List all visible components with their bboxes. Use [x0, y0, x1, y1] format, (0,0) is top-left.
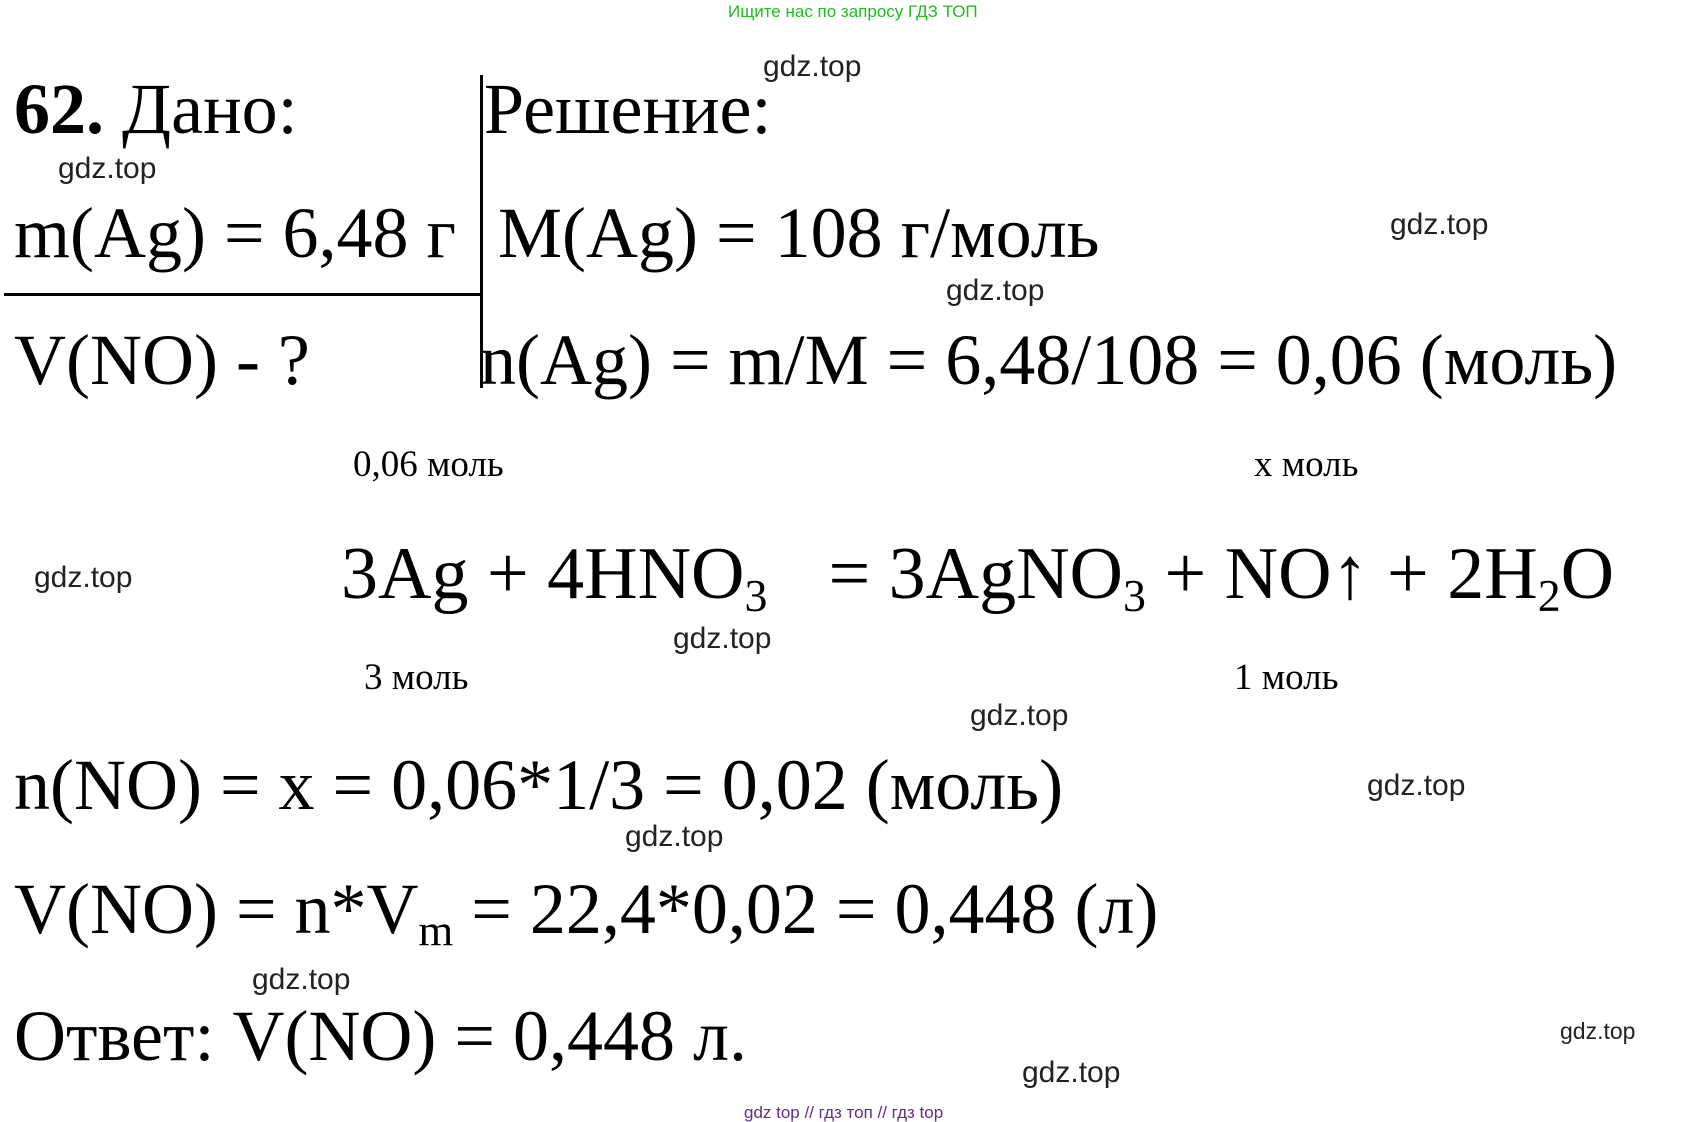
- watermark: gdz.top: [673, 622, 772, 655]
- given-divider: [4, 293, 482, 296]
- find-quantity: V(NO) - ?: [14, 320, 310, 400]
- reaction-equation: [341, 533, 1615, 621]
- watermark: gdz.top: [34, 561, 133, 594]
- volume-sub: m: [418, 905, 454, 956]
- watermark: gdz.top: [1390, 208, 1489, 241]
- watermark: gdz.top: [1560, 1018, 1636, 1044]
- footer-note: gdz top // гдз топ // гдз top: [744, 1103, 944, 1122]
- volume-pre: V(NO) = n*V: [14, 869, 419, 949]
- given-mass: m(Ag) = 6,48 г: [14, 193, 457, 273]
- eq-below-ag: 3 моль: [364, 657, 469, 698]
- watermark: gdz.top: [252, 963, 351, 996]
- moles-ag: n(Ag) = m/M = 6,48/108 = 0,06 (моль): [480, 320, 1618, 400]
- watermark: gdz.top: [625, 820, 724, 853]
- watermark: gdz.top: [946, 274, 1045, 307]
- given-label: Дано:: [122, 69, 298, 149]
- eq-above-no: x моль: [1254, 444, 1359, 485]
- problem-number: 62.: [14, 69, 104, 149]
- volume-no: [14, 869, 1159, 956]
- watermark: gdz.top: [58, 152, 157, 185]
- eq-below-no: 1 моль: [1234, 657, 1339, 698]
- eq-sub-3: 2: [1537, 569, 1561, 621]
- answer: Ответ: V(NO) = 0,448 л.: [14, 996, 747, 1076]
- watermark: gdz.top: [763, 50, 862, 83]
- eq-part-4: O: [1560, 533, 1615, 615]
- watermark: gdz.top: [1022, 1056, 1121, 1089]
- eq-sub-1: 3: [744, 569, 768, 621]
- eq-above-ag: 0,06 моль: [353, 444, 504, 485]
- moles-no: n(NO) = x = 0,06*1/3 = 0,02 (моль): [14, 745, 1064, 825]
- watermark: gdz.top: [970, 699, 1069, 732]
- problem-heading: [14, 69, 298, 149]
- header-note: Ищите нас по запросу ГДЗ ТОП: [728, 2, 978, 21]
- molar-mass: M(Ag) = 108 г/моль: [498, 193, 1100, 273]
- solution-label: Решение:: [484, 69, 772, 149]
- eq-part-1: 3Ag + 4HNO: [341, 533, 745, 615]
- volume-post: = 22,4*0,02 = 0,448 (л): [453, 869, 1159, 949]
- eq-part-2: = 3AgNO: [828, 533, 1123, 615]
- watermark: gdz.top: [1367, 769, 1466, 802]
- eq-part-3: + NO↑ + 2H: [1164, 533, 1538, 615]
- eq-sub-2: 3: [1123, 569, 1146, 621]
